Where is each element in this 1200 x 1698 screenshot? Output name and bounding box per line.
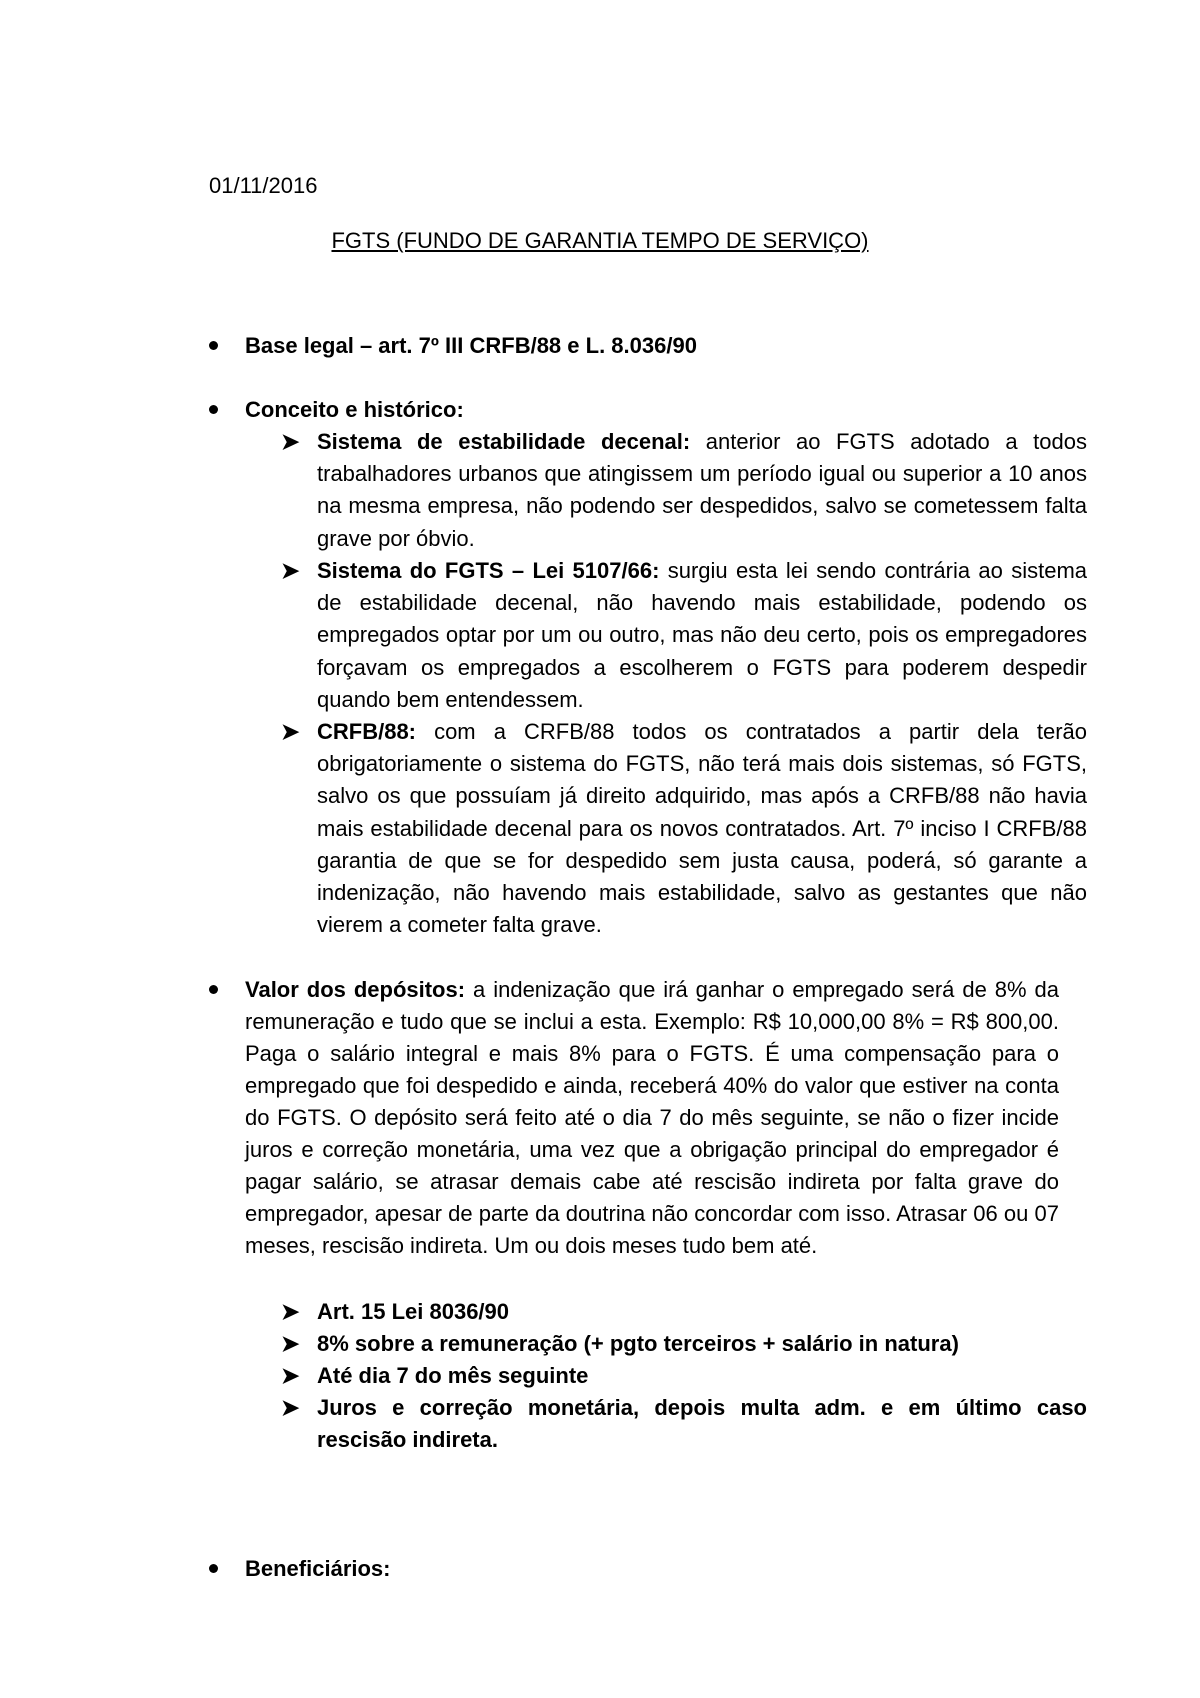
- sub-item-8-percent: [281, 1328, 1087, 1360]
- list-item-valor-depositos: [209, 974, 1059, 1262]
- sub-item-label: Art. 15 Lei 8036/90: [317, 1299, 510, 1324]
- bullet-icon: [209, 405, 218, 414]
- sub-item-label: Sistema do FGTS – Lei 5107/66:: [317, 558, 660, 583]
- sub-item-dia-7: [281, 1360, 1087, 1392]
- sub-item-label: Juros e correção monetária, depois multa adm. e em último caso rescisão indireta.: [317, 1395, 1087, 1453]
- sub-item-text: anterior ao FGTS adotado a todos trabalhadores urbanos que atingissem um período igual ou superior a 10 anos na mesma empresa, não podendo ser despedidos, salvo se cometessem falta grave por óbvio.: [317, 429, 1088, 551]
- arrowhead-icon: ➤: [281, 1395, 300, 1420]
- sub-item-juros: [281, 1392, 1087, 1456]
- bullet-icon: [209, 985, 218, 994]
- valor-depositos-label: Valor dos depósitos:: [245, 977, 466, 1002]
- sub-item-label: 8% sobre a remuneração (+ pgto terceiros + salário in natura): [317, 1331, 959, 1356]
- sub-item-crfb88: [281, 716, 1087, 941]
- base-legal-text: Base legal – art. 7º III CRFB/88 e L. 8.036/90: [245, 333, 697, 358]
- sub-item-art15: [281, 1296, 1087, 1328]
- sub-item-sistema-fgts: [281, 555, 1087, 716]
- valor-depositos-text: a indenização que irá ganhar o empregado será de 8% da remuneração e tudo que se inclui a esta. Exemplo: R$ 10,000,00 8% = R$ 800,00. Paga o salário integral e mais 8% para o FGTS. É uma compensação para o empregado que foi despedido e ainda, receberá 40% do valor que estiver na conta do FGTS. O depósito será feito até o dia 7 do mês seguinte, se não o fizer incide juros e correção monetária, uma vez que a obrigação principal do empregador é pagar salário, se atrasar demais cabe até rescisão indireta por falta grave do empregador, apesar de parte da doutrina não concordar com isso. Atrasar 06 ou 07 meses, rescisão indireta. Um ou dois meses tudo bem até.: [245, 977, 1059, 1258]
- beneficiarios-heading: Beneficiários:: [245, 1556, 391, 1581]
- sub-item-text: surgiu esta lei sendo contrária ao sistema de estabilidade decenal, não havendo mais estabilidade, podendo os empregados optar por um ou outro, mas não deu certo, pois os empregadores forçavam os empregados a escolherem o FGTS para poderem despedir quando bem entendessem.: [317, 558, 1088, 712]
- arrowhead-icon: ➤: [281, 429, 300, 454]
- arrowhead-icon: ➤: [281, 1331, 300, 1356]
- bullet-icon: [209, 341, 218, 350]
- arrowhead-icon: ➤: [281, 1363, 300, 1388]
- document-date: 01/11/2016: [209, 173, 318, 198]
- arrowhead-icon: ➤: [281, 1299, 300, 1324]
- sub-item-estabilidade-decenal: [281, 426, 1087, 555]
- sub-item-text: com a CRFB/88 todos os contratados a partir dela terão obrigatoriamente o sistema do FGTS, não terá mais dois sistemas, só FGTS, salvo os que possuíam já direito adquirido, mas após a CRFB/88 não havia mais estabilidade decenal para os novos contratados. Art. 7º inciso I CRFB/88 garantia de que se for despedido sem justa causa, poderá, só garante a indenização, não havendo mais estabilidade, salvo as gestantes que não vierem a cometer falta grave.: [317, 719, 1087, 938]
- bullet-icon: [209, 1564, 218, 1573]
- document-title: FGTS (FUNDO DE GARANTIA TEMPO DE SERVIÇO): [331, 228, 869, 253]
- list-item-conceito: [209, 394, 1059, 426]
- sub-item-label: Até dia 7 do mês seguinte: [317, 1363, 589, 1388]
- arrowhead-icon: ➤: [281, 719, 300, 744]
- list-item-beneficiarios: [209, 1553, 1059, 1585]
- list-item-base-legal: [209, 330, 1059, 362]
- arrowhead-icon: ➤: [281, 558, 300, 583]
- sub-item-label: Sistema de estabilidade decenal:: [317, 429, 691, 454]
- sub-item-label: CRFB/88:: [317, 719, 417, 744]
- conceito-heading: Conceito e histórico:: [245, 397, 464, 422]
